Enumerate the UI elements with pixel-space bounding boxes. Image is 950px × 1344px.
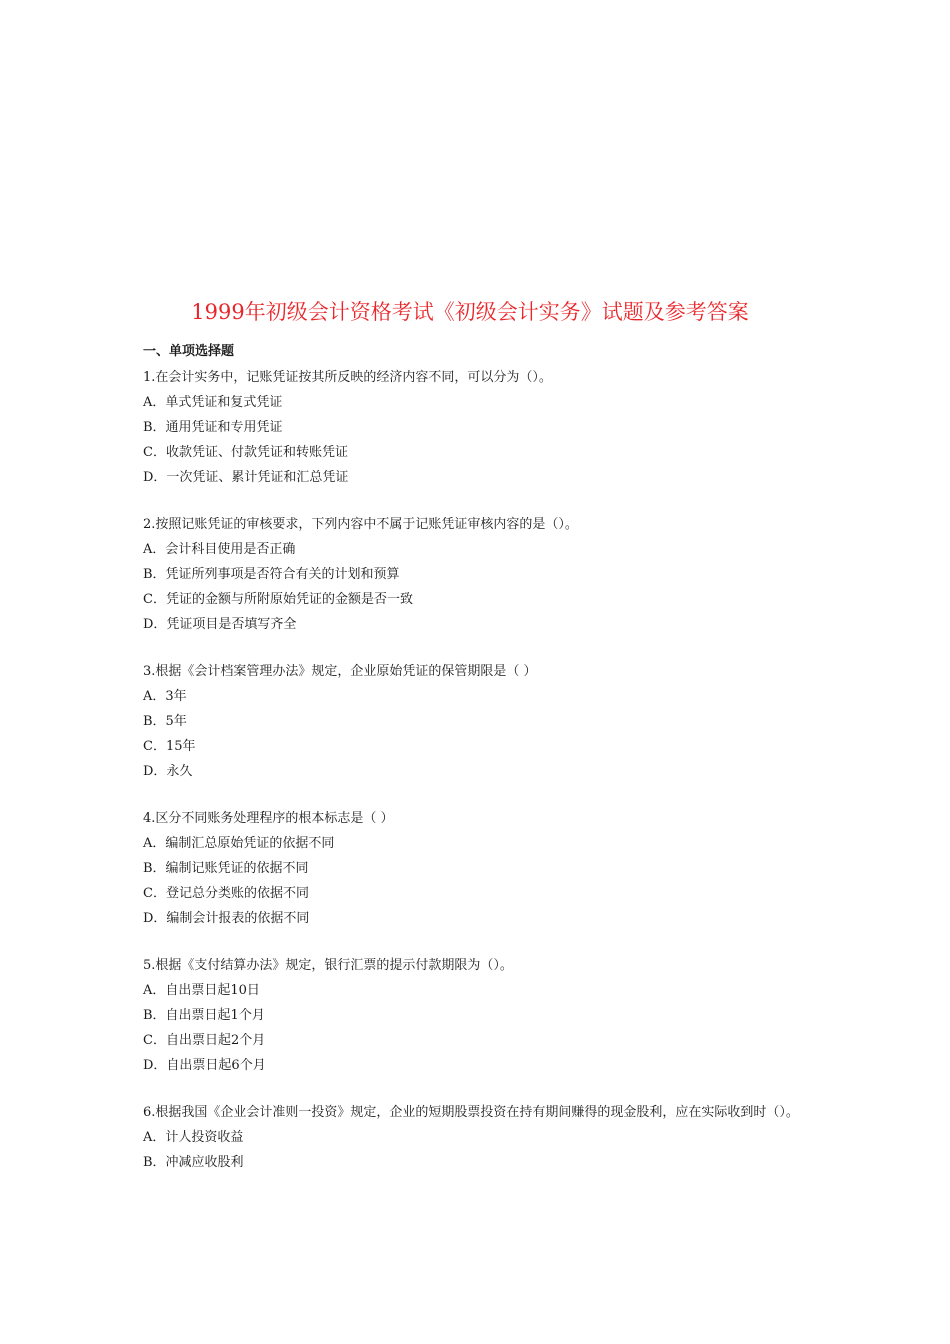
option-c: C．15年 — [143, 739, 196, 754]
option-a: A．自出票日起10日 — [143, 983, 260, 998]
option-b: B．凭证所列事项是否符合有关的计划和预算 — [143, 567, 400, 582]
question-3 — [143, 659, 813, 784]
option-c: C．凭证的金额与所附原始凭证的金额是否一致 — [143, 592, 413, 607]
question-stem: 3.根据《会计档案管理办法》规定，企业原始凭证的保管期限是（ ） — [143, 664, 537, 679]
option-b: B．通用凭证和专用凭证 — [143, 420, 283, 435]
question-stem: 6.根据我国《企业会计准则一投资》规定，企业的短期股票投资在持有期间赚得的现金股利，应在实际收到时（）。 — [143, 1105, 799, 1120]
option-c: C．收款凭证、付款凭证和转账凭证 — [143, 445, 348, 460]
option-a: A．会计科目使用是否正确 — [143, 542, 296, 557]
option-a: A．单式凭证和复式凭证 — [143, 395, 283, 410]
question-6 — [143, 1100, 813, 1175]
option-d: D．一次凭证、累计凭证和汇总凭证 — [143, 470, 349, 485]
question-5 — [143, 953, 813, 1078]
option-b: B．5年 — [143, 714, 187, 729]
section-heading: 一、单项选择题 — [143, 344, 235, 359]
question-4 — [143, 806, 813, 931]
option-d: D．永久 — [143, 764, 193, 779]
option-b: B．冲减应收股利 — [143, 1155, 244, 1170]
option-a: A．3年 — [143, 689, 187, 704]
option-d: D．自出票日起6个月 — [143, 1058, 266, 1073]
option-a: A．编制汇总原始凭证的依据不同 — [143, 836, 335, 851]
document-title: 1999年初级会计资格考试《初级会计实务》试题及参考答案 — [191, 300, 749, 324]
question-stem: 4.区分不同账务处理程序的根本标志是（ ） — [143, 811, 394, 826]
option-a: A．计人投资收益 — [143, 1130, 244, 1145]
question-stem: 1.在会计实务中，记账凭证按其所反映的经济内容不同，可以分为（）。 — [143, 370, 552, 385]
question-2 — [143, 512, 813, 637]
option-c: C．自出票日起2个月 — [143, 1033, 266, 1048]
option-c: C．登记总分类账的依据不同 — [143, 886, 309, 901]
option-b: B．编制记账凭证的依据不同 — [143, 861, 309, 876]
question-stem: 5.根据《支付结算办法》规定，银行汇票的提示付款期限为（）。 — [143, 958, 513, 973]
question-stem: 2.按照记账凭证的审核要求，下列内容中不属于记账凭证审核内容的是（）。 — [143, 517, 578, 532]
option-d: D．凭证项目是否填写齐全 — [143, 617, 297, 632]
option-d: D．编制会计报表的依据不同 — [143, 911, 310, 926]
question-1 — [143, 365, 813, 490]
option-b: B．自出票日起1个月 — [143, 1008, 265, 1023]
document-body — [143, 340, 813, 1197]
